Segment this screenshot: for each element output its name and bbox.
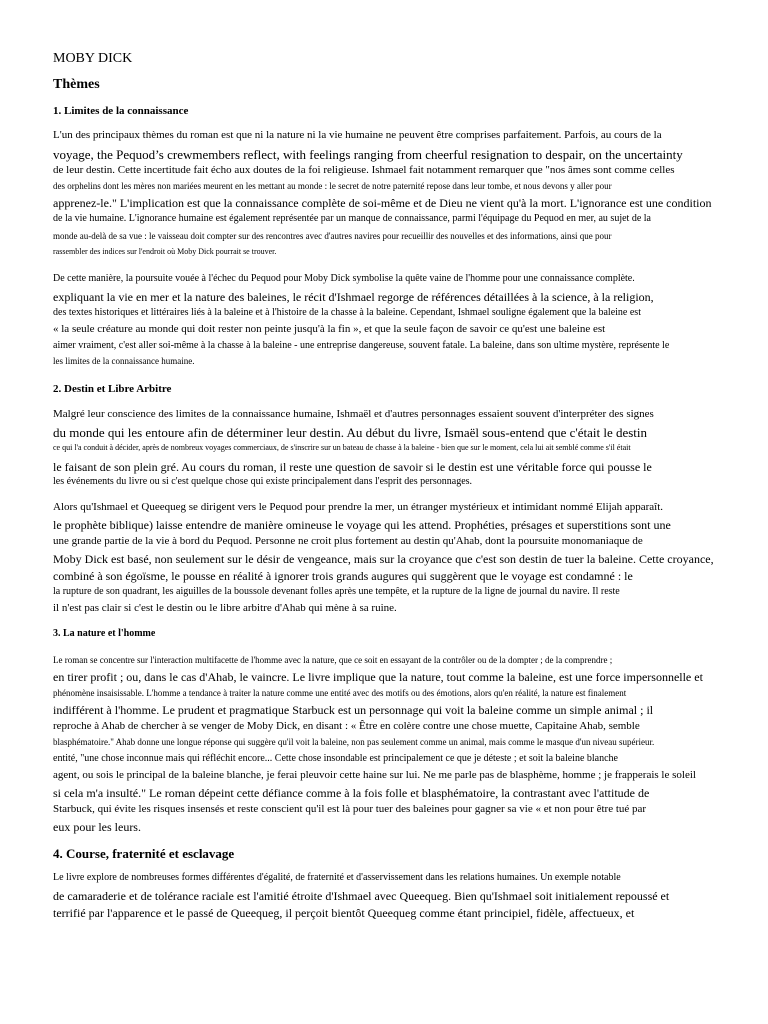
- text-line: Moby Dick est basé, non seulement sur le désir de vengeance, mais sur la croyance que c'est son destin de tuer la baleine. Cette croyance,: [53, 552, 714, 566]
- text-line: terrifié par l'apparence et le passé de Queequeg, il perçoit bientôt Queequeg comme étant principiel, fidèle, affectueux, et: [53, 906, 635, 920]
- text-line: Malgré leur conscience des limites de la connaissance humaine, Ishmaël et d'autres personnages essaient souvent d'interpréter des signes: [53, 408, 654, 420]
- text-line: apprenez-le." L'implication est que la connaissance complète de soi-même et de Dieu ne vient qu'à la mort. L'ignorance est une condition: [53, 196, 712, 210]
- text-line: entité, "une chose inconnue mais qui réfléchit encore... Cette chose insondable est principalement ce que je déteste ; et soit la baleine blanche: [53, 753, 618, 764]
- section-heading: 4. Course, fraternité et esclavage: [53, 846, 235, 861]
- text-line: en tirer profit ; ou, dans le cas d'Ahab, le vaincre. Le livre implique que la nature, tout comme la baleine, est une force impersonnelle et: [53, 670, 703, 684]
- text-line: blasphématoire." Ahab donne une longue réponse qui suggère qu'il voit la baleine, non pas seulement comme un animal, mais comme le masque d'un niveau supérieur.: [53, 737, 655, 747]
- text-line: Le roman se concentre sur l'interaction multifacette de l'homme avec la nature, que ce soit en essayant de la contrôler ou de la dompter ; de la comprendre ;: [53, 655, 613, 665]
- text-line: de camaraderie et de tolérance raciale est l'amitié étroite d'Ishmael avec Queequeg. Bien qu'Ishmael soit initialement repoussé et: [53, 889, 670, 903]
- text-line: reproche à Ahab de chercher à se venger de Moby Dick, en disant : « Être en colère contre une chose muette, Capitaine Ahab, semble: [53, 720, 640, 732]
- text-line: aimer vraiment, c'est aller soi-même à la chasse à la baleine - une entreprise dangereuse, souvent fatale. La baleine, dans son ultime mystère, représente le: [53, 340, 670, 351]
- text-line: eux pour les leurs.: [53, 820, 141, 834]
- text-line: L'un des principaux thèmes du roman est que ni la nature ni la vie humaine ne peuvent être comprises parfaitement. Parfois, au cours de la: [53, 129, 662, 141]
- section-heading: 3. La nature et l'homme: [53, 628, 156, 639]
- text-line: les événements du livre ou si c'est quelque chose qui existe principalement dans l'esprit des personnages.: [53, 476, 473, 487]
- text-line: des textes historiques et littéraires liés à la baleine et à l'histoire de la chasse à la baleine. Cependant, Ishmael souligne également que la baleine est: [53, 307, 641, 318]
- text-line: la rupture de son quadrant, les aiguilles de la boussole devenant folles après une tempête, et la rupture de la ligne de journal du navire. Il reste: [53, 586, 620, 597]
- main-heading: Thèmes: [53, 77, 100, 92]
- text-line: voyage, the Pequod’s crewmembers reflect, with feelings ranging from cheerful resignation to despair, on the uncertainty: [53, 147, 683, 162]
- text-line: De cette manière, la poursuite vouée à l'échec du Pequod pour Moby Dick symbolise la quête vaine de l'homme pour une connaissance complète.: [53, 273, 635, 284]
- text-line: si cela m'a insulté." Le roman dépeint cette défiance comme à la fois folle et blasphématoire, la contrastant avec l'attitude de: [53, 786, 650, 800]
- text-line: de la vie humaine. L'ignorance humaine est également représentée par un manque de connaissance, parmi l'équipage du Pequod en mer, au sujet de la: [53, 213, 651, 224]
- text-line: il n'est pas clair si c'est le destin ou le libre arbitre d'Ahab qui mène à sa ruine.: [53, 602, 397, 614]
- text-line: combiné à son égoïsme, le pousse en réalité à ignorer trois grands augures qui suggèrent que le voyage est condamné : le: [53, 569, 633, 583]
- text-line: phénomène insaisissable. L'homme a tendance à traiter la nature comme une entité avec des motifs ou des émotions, alors qu'en réalité, la nature est finalement: [53, 688, 627, 698]
- text-line: expliquant la vie en mer et la nature des baleines, le récit d'Ishmael regorge de références détaillées à la science, à la religion,: [53, 290, 654, 304]
- text-line: « la seule créature au monde qui doit rester non peinte jusqu'à la fin », et que la seule façon de savoir ce qu'est une baleine est: [53, 323, 606, 335]
- text-line: le prophète biblique) laisse entendre de manière omineuse le voyage qui les attend. Prophéties, présages et superstitions sont une: [53, 518, 671, 532]
- text-line: Le livre explore de nombreuses formes différentes d'égalité, de fraternité et d'asservissement dans les relations humaines. Un exemple notable: [53, 872, 621, 883]
- section-heading: 1. Limites de la connaissance: [53, 105, 189, 117]
- text-line: les limites de la connaissance humaine.: [53, 356, 195, 366]
- document-title: MOBY DICK: [53, 51, 133, 66]
- section-heading: 2. Destin et Libre Arbitre: [53, 383, 172, 395]
- text-line: une grande partie de la vie à bord du Pequod. Personne ne croit plus fortement au destin qu'Ahab, dont la poursuite monomaniaque de: [53, 535, 643, 547]
- text-line: le faisant de son plein gré. Au cours du roman, il reste une question de savoir si le destin est une véritable force qui pousse le: [53, 460, 652, 474]
- text-line: ce qui l'a conduit à décider, après de nombreux voyages commerciaux, de s'inscrire sur un bateau de chasse à la baleine - bien que sur le moment, cela lui ait semblé comme s'il était: [53, 443, 631, 452]
- text-line: du monde qui les entoure afin de déterminer leur destin. Au début du livre, Ismaël sous-entend que c'était le destin: [53, 425, 648, 440]
- text-line: Starbuck, qui évite les risques insensés et reste conscient qu'il est là pour tuer des baleines pour gagner sa vie « et non pour être tué par: [53, 803, 647, 815]
- text-line: des orphelins dont les mères non mariées meurent en les mettant au monde : le secret de notre paternité repose dans leur tombe, et nous devons y aller pour: [53, 181, 612, 191]
- text-line: monde au-delà de sa vue : le vaisseau doit compter sur des rencontres avec d'autres navires pour recueillir des nouvelles et des informations, ainsi que pour: [53, 231, 612, 241]
- text-line: rassembler des indices sur l'endroit où Moby Dick pourrait se trouver.: [53, 247, 277, 256]
- text-line: indifférent à l'homme. Le prudent et pragmatique Starbuck est un personnage qui voit la baleine comme un simple animal ; il: [53, 703, 654, 717]
- text-line: agent, ou sois le principal de la baleine blanche, je ferai pleuvoir cette haine sur lui. Ne me parle pas de blasphème, homme ; je frapperais le soleil: [53, 769, 696, 781]
- text-line: de leur destin. Cette incertitude fait écho aux doutes de la foi religieuse. Ishmael fait notamment remarquer que "nos âmes sont comme celles: [53, 164, 675, 176]
- text-line: Alors qu'Ishmael et Queequeg se dirigent vers le Pequod pour prendre la mer, un étranger mystérieux et intimidant nommé Elijah apparaît.: [53, 501, 664, 513]
